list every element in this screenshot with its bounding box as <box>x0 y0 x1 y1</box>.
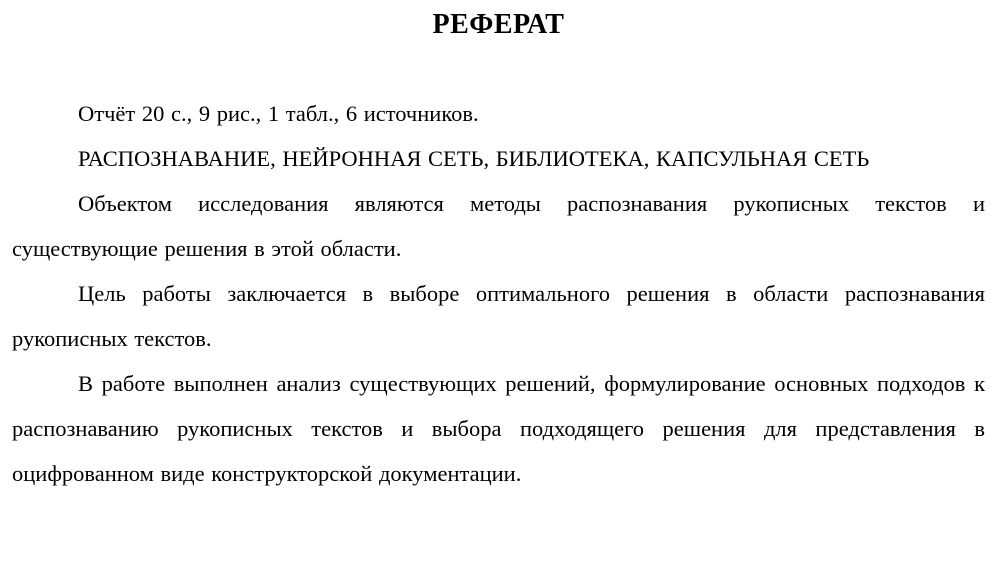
paragraph-report-stats: Отчёт 20 с., 9 рис., 1 табл., 6 источников. <box>78 101 479 126</box>
paragraph-work-goal: Цель работы заключается в выборе оптимального решения в области распознавания рукописных текстов. <box>12 281 985 351</box>
paragraph-keywords: РАСПОЗНАВАНИЕ, НЕЙРОННАЯ СЕТЬ, БИБЛИОТЕКА, КАПСУЛЬНАЯ СЕТЬ <box>78 146 870 171</box>
page-title: РЕФЕРАТ <box>432 9 565 40</box>
paragraph-work-summary: В работе выполнен анализ существующих решений, формулирование основных подходов к распознаванию рукописных текстов и выбора подходящего решения для представления в оцифрованном виде конструкторской документации. <box>12 371 985 486</box>
paragraph-research-object: Объектом исследования являются методы распознавания рукописных текстов и существующие решения в этой области. <box>12 191 985 261</box>
